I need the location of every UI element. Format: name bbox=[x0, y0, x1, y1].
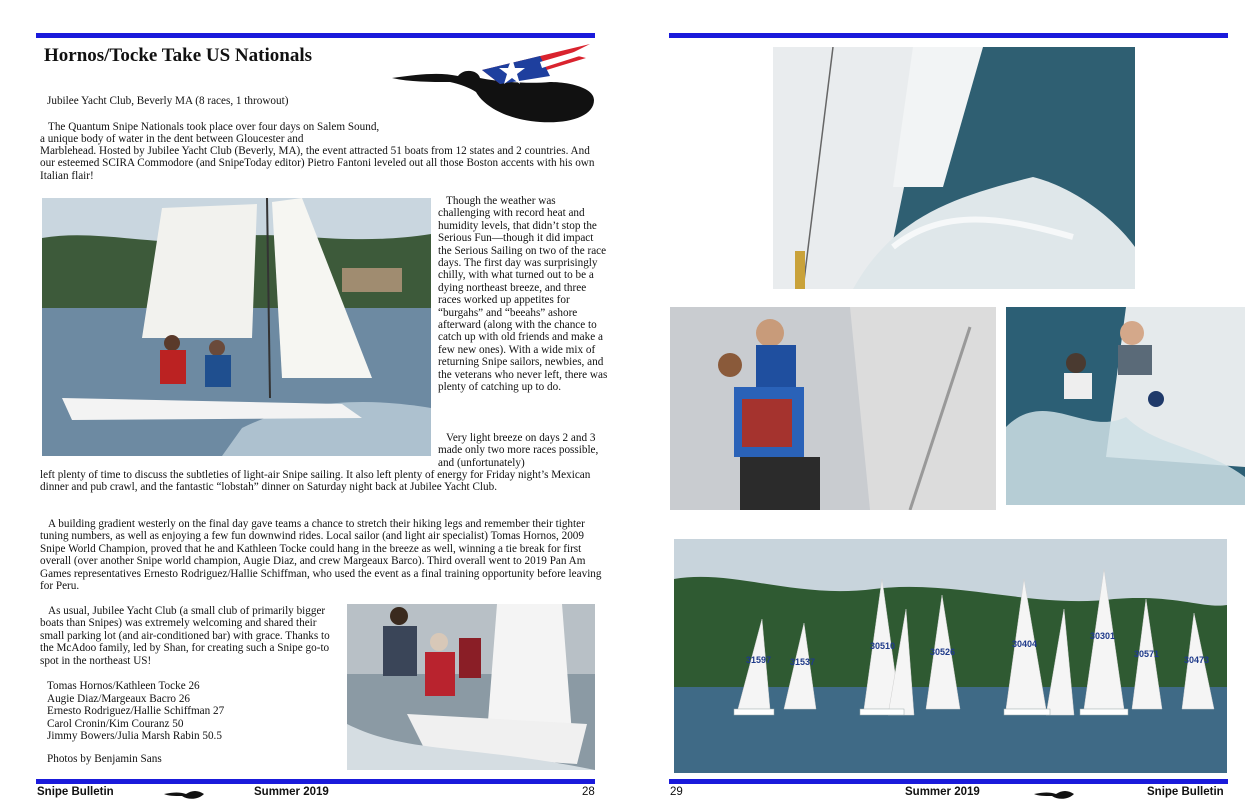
result-row: Jimmy Bowers/Julia Marsh Rabin 50.5 bbox=[47, 730, 222, 743]
footer-issue: Summer 2019 bbox=[905, 786, 980, 798]
footer-issue: Summer 2019 bbox=[254, 786, 329, 798]
para1-narrow: The Quantum Snipe Nationals took place over four days on Salem Sound, a unique body of water in the dent between Gloucester and bbox=[40, 121, 380, 146]
photo-credits: Photos by Benjamin Sans bbox=[47, 753, 162, 765]
snipe-bird-icon bbox=[1034, 788, 1074, 802]
result-row: Tomas Hornos/Kathleen Tocke 26 bbox=[47, 680, 200, 692]
sail-number: 30510 bbox=[870, 641, 896, 651]
sail-number: 30473 bbox=[1184, 655, 1210, 665]
article-headline: Hornos/Tocke Take US Nationals bbox=[44, 45, 313, 66]
photo-crew-hiking bbox=[347, 604, 595, 770]
para3-wide-block bbox=[40, 469, 606, 494]
top-rule bbox=[36, 33, 595, 38]
para3-wide: left plenty of time to discuss the subtleties of light-air Snipe sailing. It also left plenty of energy for Friday night’s Mexican dinner and pub crawl, and the fantastic “lobstah” dinner on Saturday night back at Jubilee Yacht Club. bbox=[40, 469, 591, 494]
footer-publication: Snipe Bulletin bbox=[37, 786, 114, 798]
result-row: Ernesto Rodriguez/Hallie Schiffman 27 bbox=[47, 705, 225, 718]
sail-number: 30301 bbox=[1090, 631, 1116, 641]
para1-wide: Marblehead. Hosted by Jubilee Yacht Club (Beverly, MA), the event attracted 51 boats from 12 states and 2 countries. And our esteemed SCIRA Commodore (and SnipeToday editor) Pietro Fantoni leveled out all those Boston accents with his own Italian flair! bbox=[40, 145, 595, 182]
dateline: Jubilee Yacht Club, Beverly MA (8 races, 1 throwout) bbox=[47, 95, 289, 107]
snipe-bird-icon bbox=[164, 788, 204, 802]
footer-page-number: 28 bbox=[582, 786, 595, 798]
footer-page-number: 29 bbox=[670, 786, 683, 798]
footer-publication: Snipe Bulletin bbox=[1147, 786, 1224, 798]
photo-spray-closeup bbox=[773, 47, 1135, 289]
snipe-logo-icon bbox=[390, 42, 596, 126]
bottom-rule bbox=[36, 779, 595, 784]
intro-paragraph-narrow bbox=[40, 121, 385, 146]
sail-number: 30526 bbox=[930, 647, 956, 657]
photo-snipe-upwind bbox=[42, 198, 431, 456]
photo-spray-boat bbox=[1006, 307, 1245, 505]
sail-number: 31597 bbox=[746, 655, 772, 665]
sail-number: 30404 bbox=[1012, 639, 1038, 649]
result-row: Augie Diaz/Margeaux Bacro 26 bbox=[47, 692, 191, 705]
result-row: Carol Cronin/Kim Couranz 50 bbox=[47, 717, 184, 730]
para3-narrow: Very light breeze on days 2 and 3 made only two more races possible, and (unfortunately) bbox=[438, 432, 599, 469]
para4: A building gradient westerly on the final day gave teams a chance to stretch their hiking legs and remember their tighter tuning numbers, as well as enjoying a few fun downwind rides. Local sailor (and light air specialist) Tomas Hornos, 2009 Snipe World Champion, proved that he and Kathleen Tocke could hang in the breeze as well, winning a tie break for first overall (over another Snipe world champion, Augie Diaz, and crew Margeaux Barco). Third overall went to 2019 Pan Am Games representatives Ernesto Rodriguez/Hallie Schiffman, who used the event as a final training opportunity before leaving for Peru. bbox=[40, 518, 602, 593]
column-text-right bbox=[438, 195, 608, 394]
para4-block bbox=[40, 518, 606, 592]
para2: Though the weather was challenging with record heat and humidity levels, that didn’t stop the Serious Fun—though it did impact the Serious Sailing on two of the race days. The first day was surprisingly chilly, with what turned out to be a dying northeast breeze, and three races worked up appetites for “burgahs” and “beeahs” ashore afterward (along with the chance to catch up with old friends and make a few new ones). With a wide mix of returning Snipe sailors, newbies, and the veterans who never left, there was plenty of catching up to do. bbox=[438, 195, 608, 394]
photo-fleet-start bbox=[674, 539, 1227, 773]
results-list bbox=[47, 680, 224, 743]
right-page bbox=[629, 0, 1258, 812]
bottom-rule bbox=[669, 779, 1228, 784]
sail-number: 31537 bbox=[790, 657, 816, 667]
intro-paragraph-wide bbox=[40, 145, 606, 182]
para5: As usual, Jubilee Yacht Club (a small club of primarily bigger boats than Snipes) was extremely welcoming and shared their small parking lot (and air-conditioned bar) with grace. Thanks to the McAdoo family, led by Shan, for creating such a Snipe go-to spot in the northeast US! bbox=[40, 605, 330, 667]
photo-crew-lean bbox=[670, 307, 996, 510]
para5-block bbox=[40, 605, 342, 667]
sail-number: 30571 bbox=[1134, 649, 1160, 659]
top-rule bbox=[669, 33, 1228, 38]
para3-narrow-block bbox=[438, 432, 608, 469]
